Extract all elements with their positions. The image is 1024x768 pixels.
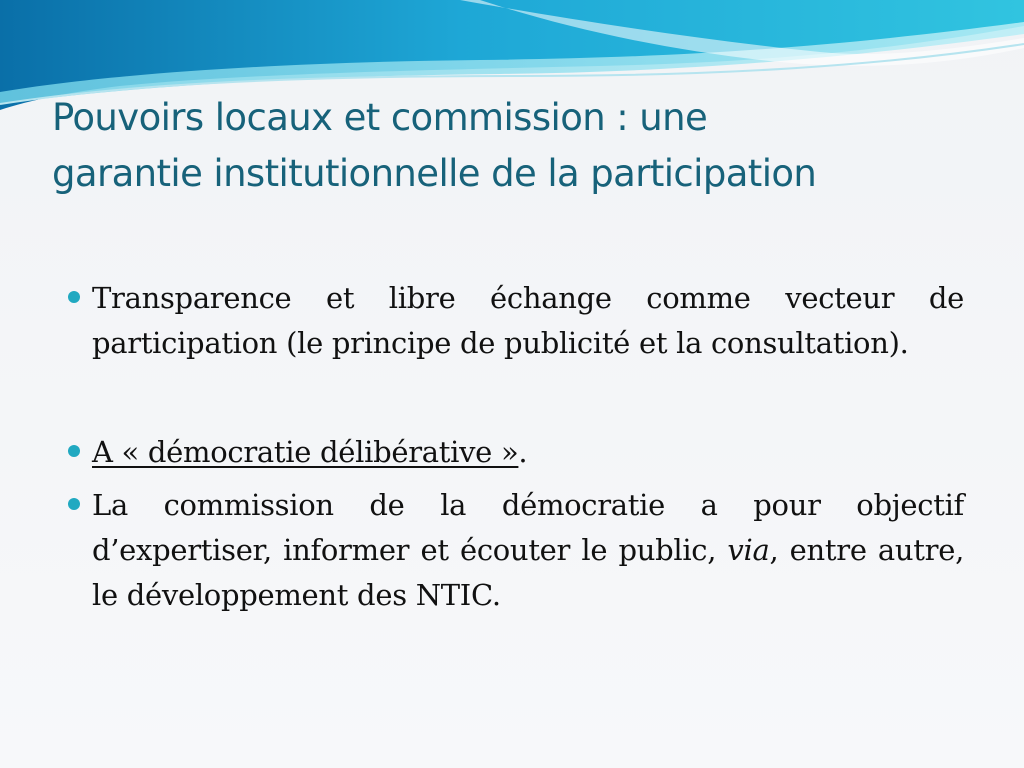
bullet-icon (68, 291, 80, 303)
slide-title-line-2: garantie institutionnelle de la participation (52, 152, 817, 195)
underlined-text: A « démocratie délibérative » (92, 435, 519, 469)
bullet-text-suffix: . (518, 435, 528, 469)
bullet-item-commission (66, 483, 964, 618)
bullet-text-suffix: , entre autre, le développement des NTIC. (92, 533, 964, 612)
slide-title (52, 90, 982, 202)
bullet-icon (68, 498, 80, 510)
bullet-text: Transparence et libre échange comme vecteur de participation (le principe de publicité et la consultation). (92, 281, 964, 360)
slide-title-line-1: Pouvoirs locaux et commission : une (52, 96, 708, 139)
bullet-icon (68, 445, 80, 457)
bullet-item-democratie-deliberative (66, 430, 964, 475)
bullet-item-transparence (66, 276, 964, 366)
italic-text: via (727, 533, 770, 567)
bullet-list (66, 276, 964, 618)
bullet-text-prefix: La commission de la démocratie a pour objectif d’expertiser, informer et écouter le public, (92, 488, 964, 567)
